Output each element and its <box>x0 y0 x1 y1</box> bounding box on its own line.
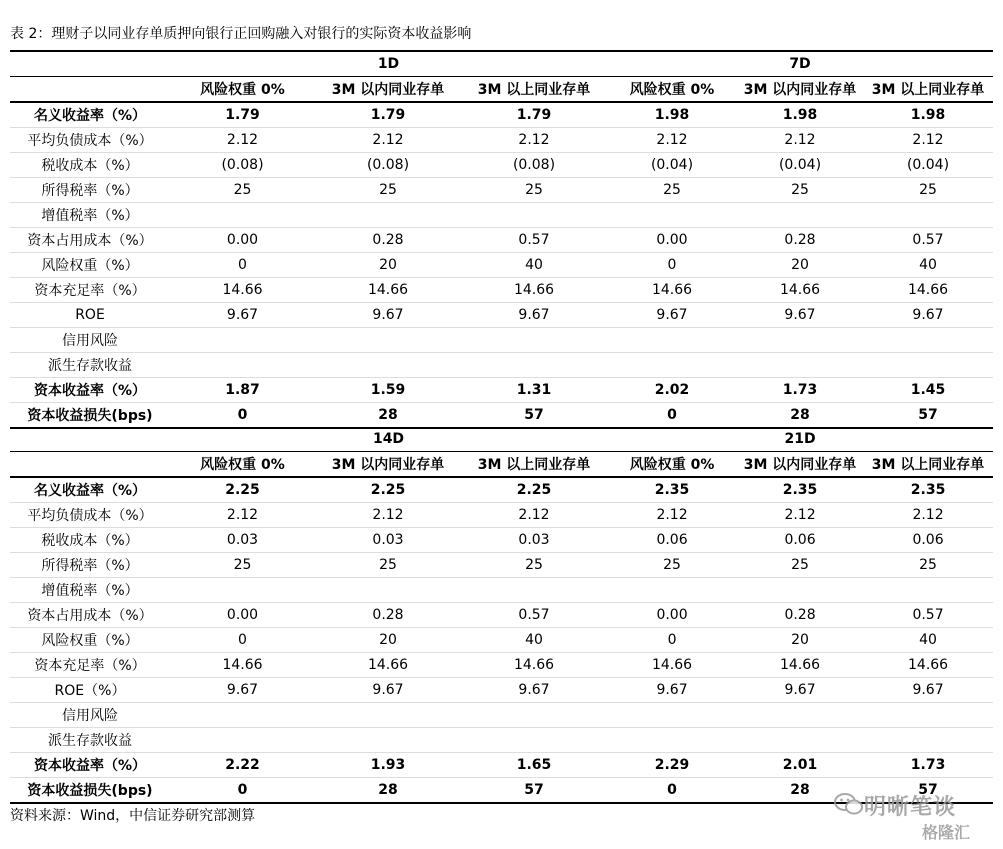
table-cell: 25 <box>170 553 315 578</box>
table-cell: 0.28 <box>737 603 863 628</box>
table-cell: 28 <box>315 778 461 804</box>
table-cell: 0.28 <box>315 603 461 628</box>
table-cell: 9.67 <box>315 678 461 703</box>
table-cell <box>170 703 315 728</box>
table-cell <box>461 728 607 753</box>
table-cell: 14.66 <box>315 278 461 303</box>
table-cell: 0.57 <box>461 228 607 253</box>
table-cell: 57 <box>461 778 607 804</box>
table-row <box>10 128 993 153</box>
row-label: 增值税率（%） <box>10 203 170 228</box>
row-label: 信用风险 <box>10 703 170 728</box>
column-header: 3M 以上同业存单 <box>863 77 993 103</box>
table-cell <box>863 328 993 353</box>
table-cell <box>607 703 737 728</box>
table-cell: (0.08) <box>461 153 607 178</box>
table-row <box>10 553 993 578</box>
row-label: 风险权重（%） <box>10 628 170 653</box>
table-cell: 2.02 <box>607 378 737 403</box>
table-cell <box>607 328 737 353</box>
table-cell: 57 <box>863 403 993 429</box>
table-cell <box>607 578 737 603</box>
column-header: 风险权重 0% <box>607 452 737 478</box>
table-cell: 1.93 <box>315 753 461 778</box>
table-cell: 9.67 <box>461 678 607 703</box>
table-cell: 9.67 <box>863 678 993 703</box>
table-cell: 25 <box>863 178 993 203</box>
row-label: 派生存款收益 <box>10 353 170 378</box>
table-cell: 20 <box>315 628 461 653</box>
table-cell: 14.66 <box>863 653 993 678</box>
table-cell: 25 <box>607 178 737 203</box>
table-cell: (0.04) <box>863 153 993 178</box>
table-cell <box>170 728 315 753</box>
watermark <box>834 786 999 846</box>
table-cell <box>461 203 607 228</box>
table-cell: 1.45 <box>863 378 993 403</box>
table-cell: 0 <box>170 778 315 804</box>
table-cell: 20 <box>737 253 863 278</box>
table-cell: 0 <box>607 253 737 278</box>
period-label: 21D <box>607 427 993 452</box>
table-cell: 1.73 <box>863 753 993 778</box>
table-row <box>10 628 993 653</box>
period-label: 14D <box>170 427 607 452</box>
table-cell: 2.12 <box>863 503 993 528</box>
table-cell: 57 <box>863 778 993 804</box>
table-cell <box>737 353 863 378</box>
table-cell: 0 <box>170 628 315 653</box>
column-header-row <box>10 77 993 103</box>
table-cell: 2.22 <box>170 753 315 778</box>
table-cell: 0.03 <box>170 528 315 553</box>
source-note: 资料来源：Wind，中信证券研究部测算 <box>10 808 256 824</box>
table-cell: 9.67 <box>737 303 863 328</box>
table-cell: 0.57 <box>863 603 993 628</box>
period-label: 7D <box>607 52 993 77</box>
table-cell: 25 <box>607 553 737 578</box>
table-cell: 2.12 <box>315 128 461 153</box>
table-cell: 20 <box>737 628 863 653</box>
table-row <box>10 278 993 303</box>
table-cell: 40 <box>461 253 607 278</box>
row-label: 名义收益率（%） <box>10 102 170 128</box>
table-cell <box>315 328 461 353</box>
table-cell: 14.66 <box>461 653 607 678</box>
row-label: 平均负债成本（%） <box>10 503 170 528</box>
table-cell <box>863 578 993 603</box>
table-cell: 28 <box>737 778 863 804</box>
column-header: 3M 以上同业存单 <box>461 452 607 478</box>
table-cell: 9.67 <box>863 303 993 328</box>
table-cell: 0 <box>170 403 315 429</box>
table-cell: 0.00 <box>607 228 737 253</box>
row-label: 资本占用成本（%） <box>10 228 170 253</box>
table-cell: 1.73 <box>737 378 863 403</box>
table-cell: (0.08) <box>170 153 315 178</box>
table-cell: 1.79 <box>170 102 315 128</box>
table-cell <box>170 578 315 603</box>
table-cell: 1.65 <box>461 753 607 778</box>
table-cell: 25 <box>737 553 863 578</box>
row-label: 税收成本（%） <box>10 528 170 553</box>
row-label-blank <box>10 77 170 103</box>
table-cell: 0.00 <box>607 603 737 628</box>
table-cell: 9.67 <box>315 303 461 328</box>
table-row <box>10 203 993 228</box>
table-cell: 2.35 <box>737 477 863 503</box>
table-row <box>10 678 993 703</box>
table-cell: 14.66 <box>737 278 863 303</box>
column-header: 风险权重 0% <box>607 77 737 103</box>
row-label: 风险权重（%） <box>10 253 170 278</box>
table-row <box>10 653 993 678</box>
table-row <box>10 503 993 528</box>
column-header: 3M 以上同业存单 <box>863 452 993 478</box>
table-cell: (0.04) <box>607 153 737 178</box>
table-cell: 1.98 <box>863 102 993 128</box>
row-label-blank <box>10 52 170 77</box>
table-cell: 0.00 <box>170 228 315 253</box>
table-row <box>10 578 993 603</box>
table-cell: 9.67 <box>737 678 863 703</box>
table-cell: 9.67 <box>607 678 737 703</box>
table-row <box>10 303 993 328</box>
table-cell: 2.12 <box>607 503 737 528</box>
table-cell: 0 <box>607 778 737 804</box>
table-cell: 9.67 <box>170 303 315 328</box>
table-cell: 0.57 <box>461 603 607 628</box>
period-label: 1D <box>170 52 607 77</box>
table-cell: 2.35 <box>607 477 737 503</box>
table-cell: 1.87 <box>170 378 315 403</box>
table-cell: 25 <box>863 553 993 578</box>
column-header: 3M 以内同业存单 <box>315 77 461 103</box>
table-cell: 2.25 <box>315 477 461 503</box>
row-label: 资本收益率（%） <box>10 753 170 778</box>
table-cell <box>737 703 863 728</box>
table-row <box>10 328 993 353</box>
table-cell: 14.66 <box>607 278 737 303</box>
row-label: 所得税率（%） <box>10 553 170 578</box>
results-table-14d-21d <box>10 427 993 804</box>
table-row <box>10 228 993 253</box>
table-cell: 0.03 <box>461 528 607 553</box>
table-cell: 2.12 <box>607 128 737 153</box>
table-cell: 0 <box>170 253 315 278</box>
row-label: 资本收益损失(bps) <box>10 403 170 429</box>
table-cell: 2.12 <box>737 503 863 528</box>
table-row <box>10 378 993 403</box>
row-label: 资本收益损失(bps) <box>10 778 170 804</box>
table-cell: 14.66 <box>315 653 461 678</box>
table-cell: 57 <box>461 403 607 429</box>
table-caption: 表 2：理财子以同业存单质押向银行正回购融入对银行的实际资本收益影响 <box>10 26 472 42</box>
table-cell: 14.66 <box>863 278 993 303</box>
table-cell <box>863 728 993 753</box>
table-cell: 1.79 <box>461 102 607 128</box>
table-cell: 40 <box>461 628 607 653</box>
table-cell <box>607 203 737 228</box>
table-cell <box>461 353 607 378</box>
table-row <box>10 102 993 128</box>
table-cell: (0.08) <box>315 153 461 178</box>
row-label: 所得税率（%） <box>10 178 170 203</box>
table-cell: 20 <box>315 253 461 278</box>
table-cell: (0.04) <box>737 153 863 178</box>
table-cell: 1.98 <box>737 102 863 128</box>
table-cell: 40 <box>863 253 993 278</box>
table-cell: 2.25 <box>461 477 607 503</box>
table-cell: 1.98 <box>607 102 737 128</box>
table-cell: 0.57 <box>863 228 993 253</box>
table-cell <box>737 728 863 753</box>
table-cell: 40 <box>863 628 993 653</box>
table-cell <box>737 203 863 228</box>
table-cell: 2.12 <box>170 128 315 153</box>
table-cell <box>315 703 461 728</box>
table-cell: 0.28 <box>737 228 863 253</box>
table-cell: 28 <box>315 403 461 429</box>
table-cell: 2.35 <box>863 477 993 503</box>
column-header: 3M 以内同业存单 <box>315 452 461 478</box>
table-cell: 25 <box>315 553 461 578</box>
table-cell <box>170 328 315 353</box>
table-row <box>10 703 993 728</box>
watermark-brand: 明晰笔谈 <box>864 795 957 820</box>
table-cell: 1.59 <box>315 378 461 403</box>
column-header: 3M 以上同业存单 <box>461 77 607 103</box>
table-cell: 25 <box>461 553 607 578</box>
table-cell <box>737 578 863 603</box>
row-label: 资本收益率（%） <box>10 378 170 403</box>
table-cell <box>607 353 737 378</box>
table-cell: 25 <box>170 178 315 203</box>
period-header-row <box>10 427 993 452</box>
column-header-row <box>10 452 993 478</box>
row-label: 信用风险 <box>10 328 170 353</box>
row-label-blank <box>10 427 170 452</box>
table-cell: 2.25 <box>170 477 315 503</box>
table-cell <box>315 203 461 228</box>
table-row <box>10 353 993 378</box>
table-cell <box>461 578 607 603</box>
row-label: 派生存款收益 <box>10 728 170 753</box>
table-cell <box>315 353 461 378</box>
table-cell: 2.12 <box>461 503 607 528</box>
table-cell: 14.66 <box>737 653 863 678</box>
table-row <box>10 153 993 178</box>
table-cell: 25 <box>737 178 863 203</box>
table-row <box>10 528 993 553</box>
table-cell <box>737 328 863 353</box>
table-cell: 14.66 <box>170 278 315 303</box>
results-table-1d-7d <box>10 52 993 429</box>
table-row <box>10 477 993 503</box>
table-cell: 0 <box>607 403 737 429</box>
table-cell: 2.12 <box>737 128 863 153</box>
table-cell: 2.29 <box>607 753 737 778</box>
table-row <box>10 728 993 753</box>
table-cell <box>315 578 461 603</box>
table-cell <box>170 353 315 378</box>
period-header-row <box>10 52 993 77</box>
table-cell: 2.01 <box>737 753 863 778</box>
row-label-blank <box>10 452 170 478</box>
row-label: ROE <box>10 303 170 328</box>
table-cell: 0.06 <box>737 528 863 553</box>
table-cell: 0.06 <box>607 528 737 553</box>
table-cell <box>461 328 607 353</box>
table-cell: 2.12 <box>461 128 607 153</box>
table-cell <box>863 203 993 228</box>
column-header: 3M 以内同业存单 <box>737 452 863 478</box>
row-label: 增值税率（%） <box>10 578 170 603</box>
table-cell: 9.67 <box>461 303 607 328</box>
table-cell: 25 <box>461 178 607 203</box>
wechat-icon <box>834 792 864 816</box>
table-cell: 25 <box>315 178 461 203</box>
row-label: 资本充足率（%） <box>10 278 170 303</box>
table-cell: 1.79 <box>315 102 461 128</box>
table-cell: 0.00 <box>170 603 315 628</box>
table-cell: 1.31 <box>461 378 607 403</box>
table-row <box>10 753 993 778</box>
table-cell: 0 <box>607 628 737 653</box>
row-label: 资本充足率（%） <box>10 653 170 678</box>
table-cell <box>315 728 461 753</box>
table-cell <box>170 203 315 228</box>
table-cell: 14.66 <box>170 653 315 678</box>
table-cell <box>863 703 993 728</box>
table-row <box>10 403 993 429</box>
row-label: ROE（%） <box>10 678 170 703</box>
table-cell <box>607 728 737 753</box>
table-cell <box>461 703 607 728</box>
watermark-platform: 格隆汇 <box>922 823 971 842</box>
row-label: 平均负债成本（%） <box>10 128 170 153</box>
table-cell: 2.12 <box>170 503 315 528</box>
table-cell: 9.67 <box>607 303 737 328</box>
table-cell: 2.12 <box>863 128 993 153</box>
table-cell: 14.66 <box>607 653 737 678</box>
table-cell: 0.28 <box>315 228 461 253</box>
table-cell: 0.03 <box>315 528 461 553</box>
table-row <box>10 253 993 278</box>
table-cell <box>863 353 993 378</box>
column-header: 风险权重 0% <box>170 77 315 103</box>
column-header: 风险权重 0% <box>170 452 315 478</box>
table-row <box>10 603 993 628</box>
table-cell: 0.06 <box>863 528 993 553</box>
column-header: 3M 以内同业存单 <box>737 77 863 103</box>
table-row <box>10 178 993 203</box>
row-label: 名义收益率（%） <box>10 477 170 503</box>
table-cell: 28 <box>737 403 863 429</box>
table-cell: 2.12 <box>315 503 461 528</box>
row-label: 资本占用成本（%） <box>10 603 170 628</box>
row-label: 税收成本（%） <box>10 153 170 178</box>
table-cell: 14.66 <box>461 278 607 303</box>
table-cell: 9.67 <box>170 678 315 703</box>
